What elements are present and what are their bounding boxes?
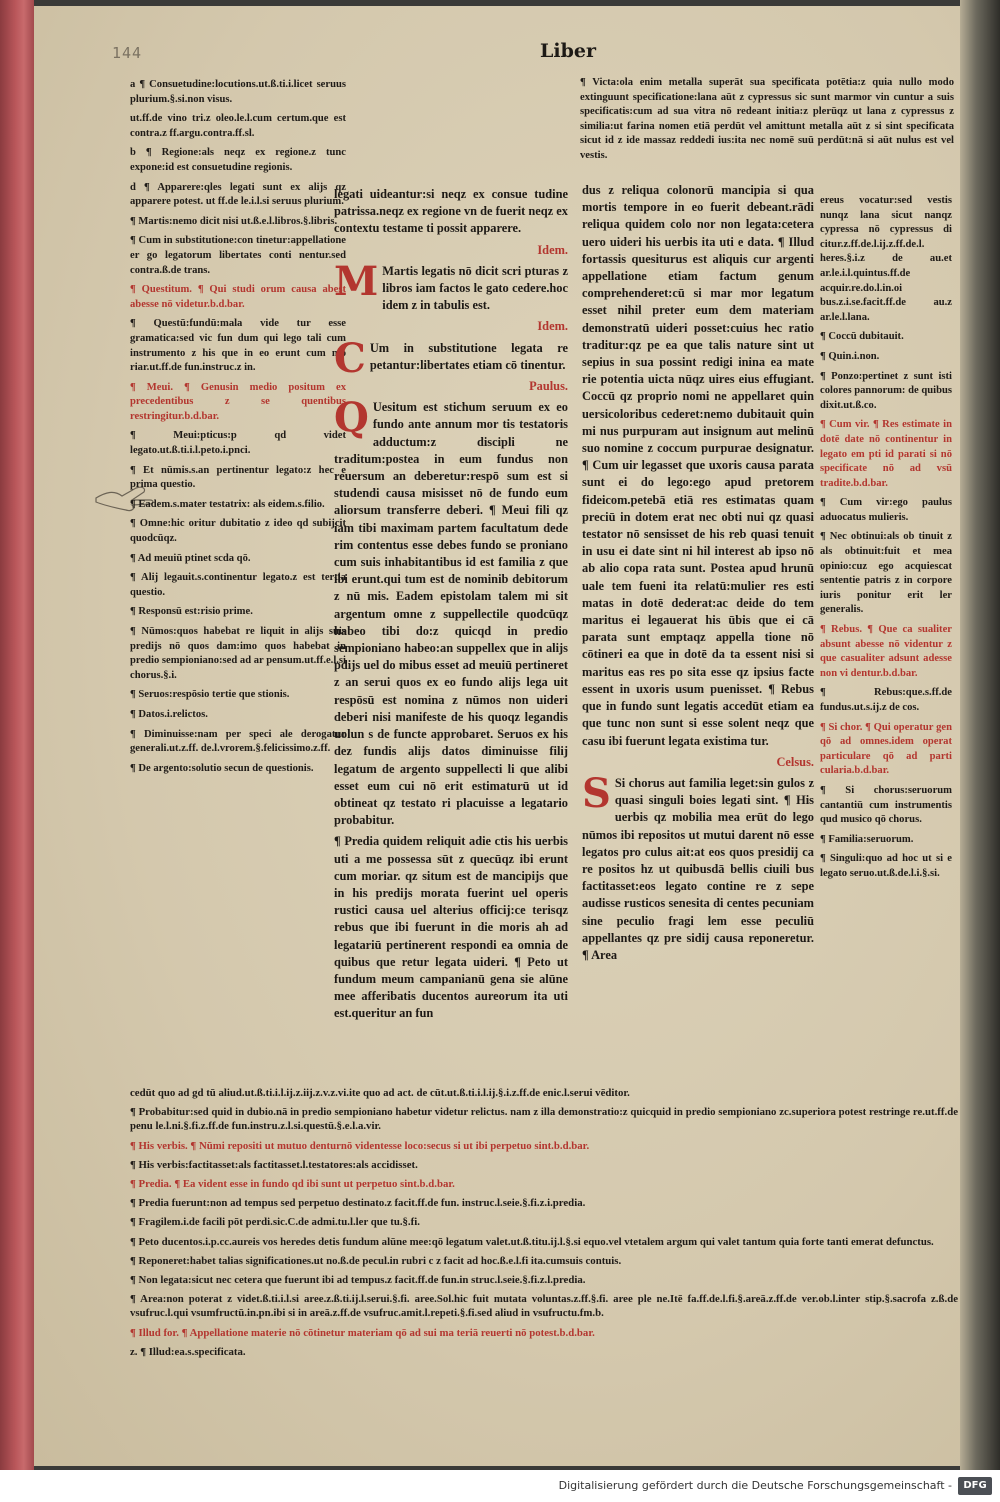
main-paragraph (582, 769, 814, 964)
running-title: Liber (540, 40, 596, 62)
gloss-entry: ¶ Coccū dubitauit. (820, 331, 904, 343)
footer-credit: Digitalisierung gefördert durch die Deutsche Forschungsgemeinschaft - (558, 1479, 952, 1492)
gloss-entry: ¶ Rebus. ¶ Que ca sualiter absunt abesse nō videntur z que casualiter adsunt adesse non vi dentur.b.d.bar. (820, 624, 952, 679)
gloss-entry: ¶ Cum vir:ego paulus aduocatus mulieris. (820, 497, 952, 523)
running-head (34, 40, 960, 70)
gloss-entry: a ¶ Consuetudine:locutions.ut.ß.ti.i.licet seruus plurium.§.si.non visus. (130, 79, 346, 105)
gloss-entry: ¶ Diminuisse:nam per speci ale derogatur generali.ut.z.ff. de.l.vrorem.§.felicissimo.z.ff. (130, 728, 346, 755)
gloss-entry: ¶ Si chorus:seruorum cantantiū cum instrumentis qud musico qō chorus. (820, 784, 952, 826)
gloss-entry: ¶ His verbis:factitasset:als factitasset.l.testatores:als accidisset. (130, 1158, 418, 1171)
gloss-entry: ut.ff.de vino tri.z oleo.le.l.cum certum.que est contra.z ff.argu.contra.ff.sl. (130, 113, 346, 139)
gloss-entry: ¶ Responsū est:risio prime. (130, 606, 253, 618)
digitization-footer (0, 1470, 1000, 1502)
book-page (34, 6, 960, 1466)
gloss-entry: ¶ Nec obtinui:als ob tinuit z als obtinuit:fuit et mea opinio:cuz ego acquiescat sententie patris z in corpore iuris ponitur erit ler generalis. (820, 531, 952, 616)
gloss-entry: ¶ Rebus:que.s.ff.de fundus.ut.s.ij.z de cos. (820, 687, 952, 713)
gloss-entry: ¶ His verbis. ¶ Nūmi repositi ut mutuo denturnō videntesse loco:secus si ut ibi perpetuo sint.b.d.bar. (130, 1139, 590, 1152)
gloss-entry: ¶ Ad meuiū ptinet scda qō. (130, 552, 251, 564)
rubric: Idem. (537, 242, 568, 257)
gloss-entry: ¶ Quin.i.non. (820, 350, 880, 362)
gloss-entry: d ¶ Apparere:qles legati sunt ex alijs qz apparere potest. ut ff.de le.i.l.si seruus plurium. (130, 181, 346, 208)
gloss-entry: ¶ Eadem.s.mater testatrix: als eidem.s.filio. (130, 498, 325, 510)
gloss-entry: ¶ Questū:fundū:mala vide tur esse gramatica:sed vic fun dum qui lego tali cum instrumento z his que in eo erunt cum mo riar.ut.ff.de fun.instruc.z in. (130, 318, 346, 374)
folio-number: 144 (112, 44, 143, 62)
main-paragraph (334, 334, 568, 382)
gloss-entry: ¶ Cum in substitutione:con tinetur:appellatione er go legatorum libertates conti nentur.sed contra.ß.de trans. (130, 235, 346, 276)
gloss-entry: ¶ Martis:nemo dicit nisi ut.ß.e.l.libros.§.libris. (130, 215, 338, 227)
main-paragraph (334, 394, 568, 829)
gloss-entry: ¶ Nūmos:quos habebat re liquit in alijs suis predijs nō quos dam:imo quos habebat in predio sempioniano:sed ad ar pensum.ut.ff.e.l.si chorus.§.i. (130, 626, 346, 681)
main-text-right-column (582, 182, 814, 1082)
gloss-entry: cedūt quo ad gd tū aliud.ut.ß.ti.i.l.ij.z.iij.z.v.z.vi.ite quo ad act. de cūt.ut.ß.ti.i.l.ij.§.i.z.ff.de enic.l.serui vēditor. (130, 1087, 630, 1099)
gloss-entry: b ¶ Regione:als neqz ex regione.z tunc expone:id est consuetudine regionis. (130, 147, 346, 173)
main-paragraph-text: Uesitum est stichum seruum ex eo fundo ante annum mor tis testatoris adductum:z discipli ne traditum:postea in eum fundus non reuersum an deberetur:respō sum est si studendi causa misisset nō de fundo eum aliorsum transferre deberi. ¶ Meui fili qz iam tibi maximam partem facultatum dede rim contentus esse debes fundo se proniano cum suis inhabitantibus id est familia z que ibi erunt.qui tum est de nominib debitorum z nū mis. Eadem epistolam talem mi sit argentum omne z suppellectile quodcūqz habeo tibi do:z quicqd in predio sempioniano habeo:an suppellex que in alijs pdijs uel do mibus esset ad meuiū pertineret z an serui quos ex eo fundo alijs lega uit respōsū est nomina z nūmos non uideri deberi nisi manifeste de his quoqz legandis uolun s de functe approbaret. Seruos ex his dez fundis alijs datos diminuisse filij legatum de argento suppellecti li que alibi esset eum cui nō erit estimaturū ut id obtineat qz testato ri placuisse a legatario probabitur. (334, 400, 568, 828)
rubric: Celsus. (776, 754, 814, 769)
main-paragraph: dus z reliqua colonorū mancipia si qua mortis tempore in eo fuerit debeant.rādi reliqua quidem colo nor non legata:cetera uero uideri his uerbis ita uti e data. ¶ Illud fortassis quesiturus est aliquis cur argenti appellatione etiam factum genum comprehenderet:cū si mar mor legatum esset nihil preter eum dem materiam demonstratū uideri posset:cuius hec ratio traditur:qz pe ea que talis nature sint ut sepius in sua possint redigi inina ea mate rie potentia uicta nūqz uires eius effugiant. Coccū qz proprio nomi ne appellaret quin uersicoloribus cederet:nemo dubitauit quin mi nus purpuram aut insignum aut melinū suo nomine z coccum purpurae designatur. ¶ Cum uir legasset que uxoris causa parata sunt ei do lego:ego apud pretorem fideicom.petebā etiā res estimatas quam preciū in dotem erat nec obti nui qz quasi testator nō sensisset de his reb quasi tenuit in usu ei date sint ni hil interest ab ipso nō ab alio copa rata sunt. Postea apud hrunū uale tem fueni ita relatū:mulier res esti matas in dotē dederat:ac deide do tem maritus ei legauerat his ūbis que ei cā parata sunt emptaqz appella tione nō cōtineri ea que in dotē da ta essent nisi si maritus eas res po sita esse qz ipsius facte essent in uxoris usum puenisset. ¶ Rebus que in fundo sunt legatis accedūt etiam ea que tunc non sunt si esse solent neqz que casu ibi fuerunt legata existima tur. (582, 183, 814, 748)
gloss-entry: ¶ Reponeret:habet talias significationes.ut no.ß.de pecul.in rubri c z facit ad hoc.ß.e.l.fi ita.cumsuis contuis. (130, 1254, 622, 1267)
gloss-entry: ¶ De argento:solutio secun de questionis. (130, 762, 314, 774)
initial-letter-m: M (334, 257, 379, 305)
gloss-entry: ¶ Questitum. ¶ Qui studi orum causa abest abesse nō videtur.b.d.bar. (130, 284, 346, 310)
initial-letter-c: C (334, 334, 366, 382)
gloss-entry: ¶ Predia. ¶ Ea vident esse in fundo qd ibi sunt ut perpetuo sint.b.d.bar. (130, 1178, 455, 1191)
gloss-entry: ¶ Cum vir. ¶ Res estimate in dotē date nō continentur in legato em pti id parati si nō specificate nō ad vsū tradite.b.d.bar. (820, 419, 952, 489)
gloss-entry: ¶ Singuli:quo ad hoc ut si e legato seruo.ut.ß.de.l.i.§.si. (820, 853, 952, 879)
main-paragraph-text: Um in substitutione legata re petantur:libertates etiam cō tinentur. (369, 340, 568, 372)
gloss-entry: ¶ Omne:hic oritur dubitatio z ideo qd subijcit quodcūqz. (130, 518, 346, 545)
gloss-entry: ¶ Seruos:respōsio tertie que stionis. (130, 689, 290, 701)
gloss-entry: ¶ Probabitur:sed quid in dubio.nā in predio sempioniano habetur videtur relictus. nam z illa demonstratio:z quicquid in predio sempioniano zc.superiora potest restringe re.ut.ff.de penu le.l.ni.§.fi.z.ff.de fun.instru.z.l.si.questū.§.e.l.a.vir. (130, 1106, 958, 1133)
gloss-entry: z. ¶ Illud:ea.s.specificata. (130, 1345, 246, 1358)
initial-letter-s: S (582, 769, 611, 817)
book-edge-left (0, 0, 34, 1470)
gloss-entry: ¶ Fragilem.i.de facili pōt perdi.sic.C.de admi.tu.l.ler que tu.§.fi. (130, 1216, 420, 1229)
gloss-entry: ¶ Predia fuerunt:non ad tempus sed perpetuo destinato.z facit.ff.de fun. instruc.l.seie.§.fi.z.i.predia. (130, 1197, 586, 1210)
gloss-right-margin (820, 194, 952, 1074)
gloss-entry: ¶ Victa:ola enim metalla superāt sua specificata potētia:z quia nullo modo extinguunt specificatione:lana aūt z cypressus sic sunt marmor vin cuntur a suis specificatis:cum ad sua vitra nō redeant initia:z plerūqz ut lana z cypressus z similia:ut farina nomen etiā perdūt vel amittunt metalla aūt z si sint specificata sicut id z ide massaz reddedi ius:ita nec nomē suū perdūt:nā si aūt nulus est vel vestis. (580, 77, 954, 161)
gloss-entry: ¶ Meui. ¶ Genusin medio positum ex precedentibus z se quentibus restringitur.b.d.bar. (130, 381, 346, 422)
rubric: Idem. (537, 319, 568, 334)
gloss-bottom-block (130, 1086, 958, 1416)
book-edge-right (960, 0, 1000, 1470)
dfg-logo-icon: DFG (958, 1477, 992, 1495)
gloss-entry: ¶ Si chor. ¶ Qui operatur gen qō ad omnes.idem operat particulare qō ad parti cularia.b.d.bar. (820, 721, 952, 777)
gloss-entry: ¶ Non legata:sicut nec cetera que fuerunt ibi ad tempus.z facit.ff.de fun.in struc.l.seie.§.fi.z.l.predia. (130, 1274, 586, 1287)
gloss-entry: ¶ Datos.i.relictos. (130, 708, 208, 720)
main-text-left-column (334, 186, 568, 1086)
main-paragraph-text: Martis legatis nō dicit scri pturas z libros iam factos le gato cedere.hoc idem z in tabulis est. (382, 263, 568, 313)
gloss-entry: ¶ Illud for. ¶ Appellatione materie nō cōtinetur materiam qō ad sui ma teriā reuerti nō potest.b.d.bar. (130, 1326, 595, 1339)
gloss-entry: ¶ Meui:pticus:p qd videt legato.ut.ß.ti.i.l.peto.i.pnci. (130, 430, 346, 457)
gloss-entry: ¶ Ponzo:pertinet z sunt isti colores pannorum: de quibus dixit.ut.ß.co. (820, 370, 952, 411)
gloss-entry: ¶ Peto ducentos.i.p.cc.aureis vos heredes detis fundum alūne mee:qō legatum valet.ut.ß.titu.ij.l.§.si equo.vel vtetalem argum qui valet tantum quia forte tanti emerat defunctus. (130, 1235, 934, 1248)
gloss-top-right (580, 76, 954, 194)
main-paragraph (334, 257, 568, 315)
gloss-entry: ¶ Familia:seruorum. (820, 833, 914, 845)
main-paragraph: legati uideantur:si neqz ex consue tudine patrissa.neqz ex regione vn de fuerit neqz ex contextu testame ti possit apparere. (334, 187, 568, 236)
gloss-entry: ¶ Alij legauit.s.continentur legato.z est tertia questio. (130, 572, 346, 598)
main-paragraph: ¶ Predia quidem reliquit adie ctis his uerbis uti a me possessa sūt z quecūqz ibi erunt cum moriar. qz situm est de mancipijs que in his predijs morata fuerint uel operis rustici causa uel alterius officij:ce terisqz rebus que ibi fuerunt in die moris ah ad legatariū pertinerent respondi ea omnia de quibus que retur legata uideri. ¶ Peto ut fundum meum campanianū gena sie alūne mee afferibatis ducentos aureorum ita uti est.queritur an fun (334, 834, 568, 1021)
gloss-entry: ereus vocatur:sed vestis nunqz lana sicut nanqz cypressa nō cypressus di citur.z.ff.de.l.ij.z.ff.de.l. heres.§.i.z de au.et ar.le.i.l.quintus.ff.de acquir.re.do.l.in.oi bus.z.i.se.facit.ff.de au.z ar.le.l.lana. (820, 195, 952, 323)
rubric: Paulus. (529, 379, 568, 394)
initial-letter-q: Q (334, 394, 369, 442)
gloss-entry: ¶ Area:non poterat z videt.ß.ti.i.l.si aree.z.ß.ti.ij.l.serui.§.fi. aree.Sol.hic fuit mutata voluntas.z.ff.§.fi. aree ple ne.Itē fa.ff.de.l.fi.§.areā.z.ff.de ver.ob.l.inter stip.§.sacrofa z.ß.de vsufruc.l.qui vsumfructū.in.pn.ibi si in areā.z.ff.de vsufruc.amit.l.repeti.§.fi.sed aliud in vsufructu.fm.b. (130, 1293, 958, 1320)
gloss-left-column (130, 78, 346, 1088)
gloss-entry: ¶ Et nūmis.s.an pertinentur legato:z hec e prima questio. (130, 464, 346, 491)
main-paragraph-text: Si chorus aut familia leget:sin gulos z quasi singuli boies legati sint. ¶ His uerbis qz mobilia mea erūt do lego nūmos ibi repositos ut mutui darent nō esse legatos pro culus ait:at eos quos presidij ca re positos hz ut quibusdā bellis ciuili bus factitasset:eos legato contine re z sepe audisse rusticos senesita di centes pecuniam sine peculio fragi lem esse peculiū appellantes qz pre sidij causa reponeretur. ¶ Area (582, 775, 814, 962)
